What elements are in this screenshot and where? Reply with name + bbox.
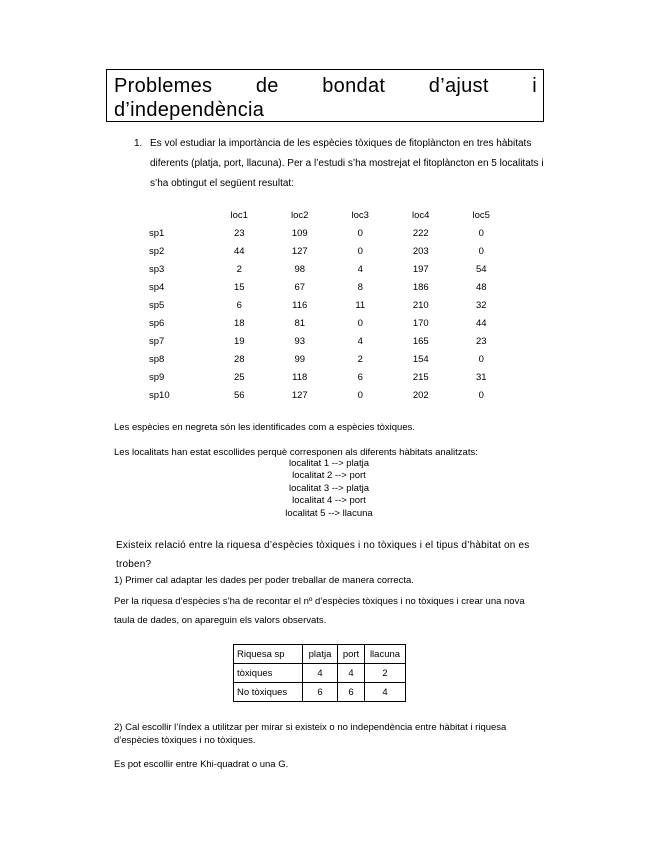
list-item: localitat 4 --> port	[292, 495, 366, 507]
table-cell: 0	[478, 227, 484, 239]
list-item: localitat 1 --> platja	[289, 458, 369, 469]
row-label: sp5	[149, 300, 165, 312]
column-header: loc3	[351, 209, 369, 221]
table-cell: 4	[365, 683, 406, 702]
table-row	[143, 242, 512, 260]
table-cell: 215	[412, 372, 429, 384]
row-label: sp6	[149, 318, 165, 330]
table-cell: 0	[478, 245, 484, 257]
row-label: sp1	[149, 227, 165, 239]
table-row	[234, 664, 406, 683]
table-cell: 6	[338, 683, 365, 702]
table-cell: 118	[292, 372, 308, 384]
title-line-2: d’independència	[114, 99, 265, 121]
table-cell: 186	[412, 281, 429, 293]
table-cell: 81	[294, 318, 306, 330]
table-row	[143, 224, 512, 242]
table-row	[143, 333, 512, 351]
column-header: loc2	[291, 209, 309, 221]
table-cell: 93	[294, 336, 306, 348]
table-cell: 0	[357, 318, 363, 330]
table-cell: 15	[233, 281, 245, 293]
table-row	[143, 315, 512, 333]
column-header: llacuna	[365, 645, 406, 664]
list-item: localitat 2 --> port	[292, 470, 366, 482]
table-cell: 6	[357, 372, 363, 384]
table-cell: 18	[233, 318, 245, 330]
column-header: port	[338, 645, 365, 664]
table-cell: 56	[233, 390, 245, 402]
table-cell: 54	[475, 263, 487, 275]
table-cell: 127	[291, 390, 308, 402]
row-label: sp10	[149, 390, 170, 402]
row-label: tòxiques	[234, 664, 303, 683]
table-row	[143, 387, 512, 405]
column-header: platja	[303, 645, 338, 664]
richness-table-header	[234, 645, 406, 664]
richness-table	[233, 644, 406, 702]
table-cell: 44	[233, 245, 245, 257]
table-cell: 4	[338, 664, 365, 683]
bold-species-note: Les espècies en negreta són les identificades com a espècies tòxiques.	[114, 422, 416, 433]
table-cell: 0	[357, 227, 363, 239]
table-cell: 23	[233, 227, 245, 239]
table-cell: 11	[355, 300, 366, 312]
row-label: sp2	[149, 245, 165, 257]
table-cell: 2	[365, 664, 406, 683]
table-cell: 165	[412, 336, 429, 348]
localitats-list	[114, 458, 544, 520]
species-table-header	[143, 206, 512, 224]
table-cell: 19	[233, 336, 245, 348]
table-row	[143, 260, 512, 278]
list-item: localitat 5 --> llacuna	[285, 507, 373, 519]
table-cell: 99	[294, 354, 306, 366]
problem-statement: Es vol estudiar la importància de les espècies tòxiques de fitoplàncton en tres hàbitats diferents (platja, port, llacuna). Per a l’estudi s’ha mostrejat el fitoplàncton en 5 localitats i s’ha obtingut el següent resultat:	[150, 138, 544, 189]
table-cell: 25	[233, 372, 245, 384]
table-cell: 6	[303, 683, 338, 702]
table-cell: 32	[475, 300, 487, 312]
row-label: No tòxiques	[234, 683, 303, 702]
table-cell: 222	[412, 227, 429, 239]
table-cell: 109	[291, 227, 308, 239]
row-label: sp7	[149, 336, 165, 348]
table-cell: 4	[357, 336, 363, 348]
problem-1	[134, 134, 546, 194]
column-header: loc4	[412, 209, 430, 221]
table-cell: 98	[294, 263, 306, 275]
table-cell: 203	[412, 245, 429, 257]
table-cell: 170	[412, 318, 429, 330]
column-header: loc1	[230, 209, 248, 221]
title-line-1: Problemes de bondat d’ajust i	[114, 75, 537, 97]
table-cell: 197	[412, 263, 429, 275]
table-cell: 31	[475, 372, 487, 384]
page-title	[106, 69, 544, 122]
table-cell: 0	[357, 245, 363, 257]
problem-number: 1.	[134, 138, 143, 149]
localitats-intro: Les localitats han estat escollides perquè corresponen als diferents hàbitats analitzats:	[114, 447, 478, 458]
table-cell: 210	[412, 300, 429, 312]
row-label: sp4	[149, 281, 165, 293]
step-1-title: 1) Primer cal adaptar les dades per poder treballar de manera correcta.	[114, 575, 414, 586]
list-item: localitat 3 --> platja	[289, 482, 369, 494]
table-row	[143, 278, 512, 296]
step-2-text: 2) Cal escollir l’índex a utilitzar per mirar si existeix o no independència entre hàbitat i riquesa d’espècies tòxiques i no tòxiques.	[114, 722, 507, 746]
table-row	[143, 351, 512, 369]
table-row	[234, 683, 406, 702]
step-1-text: Per la riquesa d’espècies s’ha de recontar el nº d’espècies tòxiques i no tòxiques i crear una nova taula de dades, on apareguin els valors observats.	[114, 596, 525, 626]
row-label: sp9	[149, 372, 165, 384]
table-cell: 4	[303, 664, 338, 683]
table-cell: 28	[233, 354, 245, 366]
table-cell: 0	[478, 390, 484, 402]
table-cell: 23	[475, 336, 487, 348]
table-cell: 2	[357, 354, 363, 366]
table-cell: 202	[412, 390, 429, 402]
column-header: loc5	[472, 209, 490, 221]
table-cell: 4	[357, 263, 363, 275]
research-question: Existeix relació entre la riquesa d’espècies tòxiques i no tòxiques i el tipus d’hàbitat on es troben?	[116, 540, 530, 570]
column-header: Riquesa sp	[234, 645, 303, 664]
row-label: sp8	[149, 354, 165, 366]
table-row	[143, 296, 512, 314]
table-cell: 0	[478, 354, 484, 366]
table-cell: 127	[291, 245, 308, 257]
table-cell: 67	[294, 281, 306, 293]
table-cell: 48	[475, 281, 487, 293]
table-cell: 8	[357, 281, 363, 293]
row-label: sp3	[149, 263, 165, 275]
table-cell: 154	[412, 354, 429, 366]
step-2-choice: Es pot escollir entre Khi-quadrat o una G.	[114, 759, 289, 770]
table-cell: 6	[236, 300, 242, 312]
table-cell: 44	[475, 318, 487, 330]
table-cell: 0	[357, 390, 363, 402]
table-cell: 2	[236, 263, 242, 275]
species-table	[143, 206, 512, 405]
table-row	[143, 369, 512, 387]
table-cell: 116	[292, 300, 308, 312]
